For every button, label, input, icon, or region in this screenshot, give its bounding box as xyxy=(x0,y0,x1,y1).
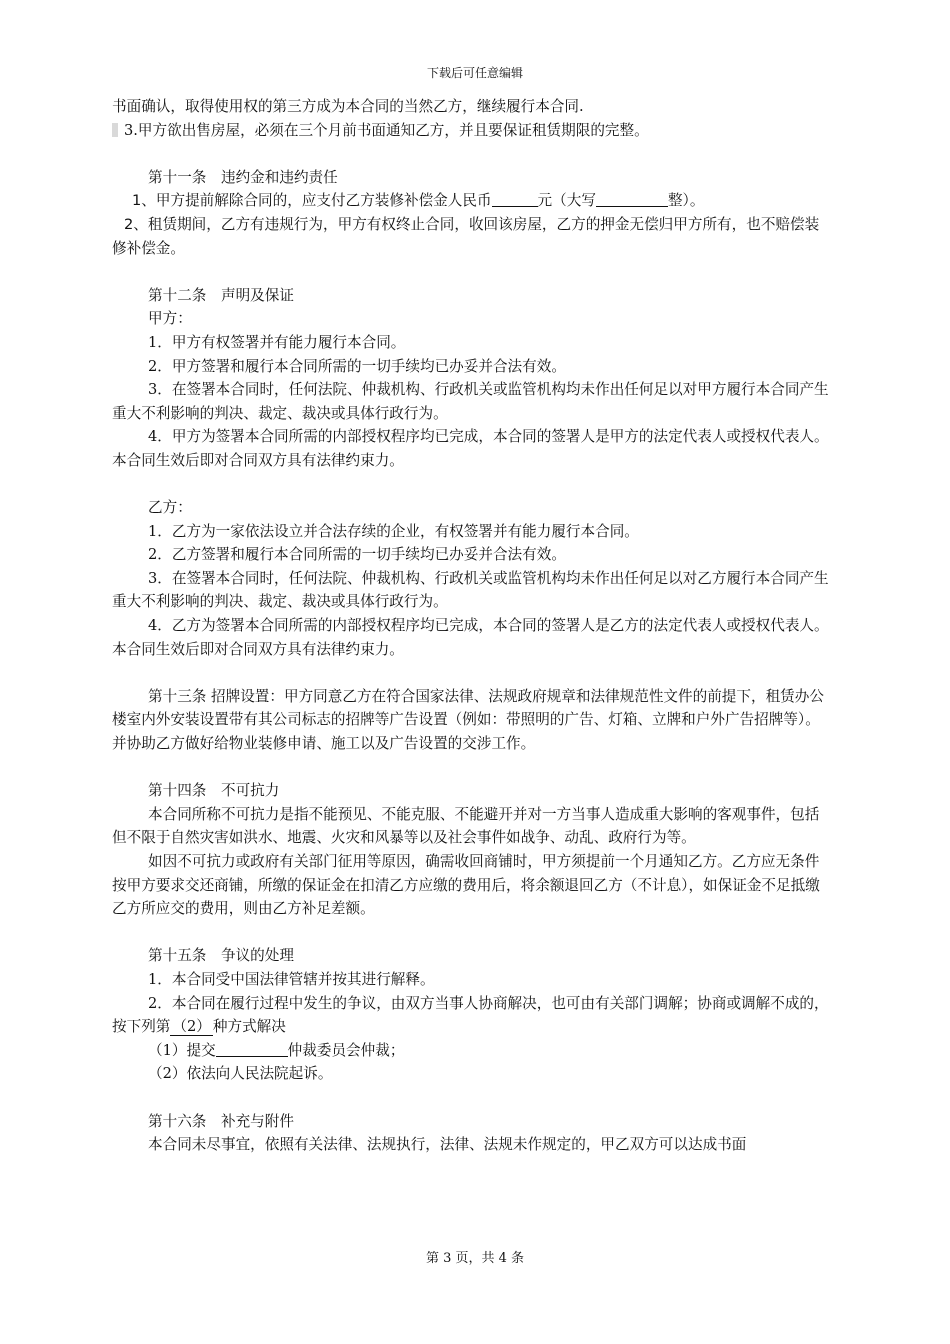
article-paragraph: 第十三条 招牌设置：甲方同意乙方在符合国家法律、法规政府规章和法律规范性文件的前提下，租赁办公楼室内外安装设置带有其公司标志的招牌等广告设置（例如：带照明的广告、灯箱、立牌和户外广告招牌等）。并协助乙方做好给物业装修申请、施工以及广告设置的交涉工作。 xyxy=(112,687,824,753)
paragraph: 3．在签署本合同时，任何法院、仲裁机构、行政机关或监管机构均未作出任何足以对甲方履行本合同产生重大不利影响的判决、裁定、裁决或具体行政行为。 xyxy=(112,381,829,422)
revision-bar xyxy=(112,123,118,137)
paragraph: 3.甲方欲出售房屋，必须在三个月前书面通知乙方，并且要保证租赁期限的完整。 xyxy=(112,119,832,143)
blank-field xyxy=(492,192,538,207)
article-title: 第十五条 争议的处理 xyxy=(148,947,294,965)
article-title: 第十四条 不可抗力 xyxy=(148,782,280,800)
document-body xyxy=(112,95,832,1157)
paragraph: 1、甲方提前解除合同的，应支付乙方装修补偿金人民币 元（大写 整）。 xyxy=(132,192,705,210)
article-title: 第十六条 补充与附件 xyxy=(148,1112,294,1130)
party-label: 甲方： xyxy=(148,310,192,328)
party-label: 乙方： xyxy=(148,499,192,517)
article-title: 第十二条 声明及保证 xyxy=(148,286,294,304)
blank-field xyxy=(596,192,668,207)
paragraph: 1．甲方有权签署并有能力履行本合同。 xyxy=(148,333,406,351)
page-header: 下载后可任意编辑 xyxy=(426,66,523,80)
paragraph: 2、租赁期间，乙方有违规行为，甲方有权终止合同，收回该房屋，乙方的押金无偿归甲方所有，也不赔偿装修补偿金。 xyxy=(112,215,820,257)
blank-field xyxy=(216,1042,288,1057)
paragraph: 2．甲方签署和履行本合同所需的一切手续均已办妥并合法有效。 xyxy=(148,357,566,375)
paragraph: 本合同所称不可抗力是指不能预见、不能克服、不能避开并对一方当事人造成重大影响的客观事件，包括但不限于自然灾害如洪水、地震、火灾和风暴等以及社会事件如战争、动乱、政府行为等。 xyxy=(112,805,820,847)
underlined-choice: （2） xyxy=(172,1018,211,1036)
option-item: （2）依法向人民法院起诉。 xyxy=(148,1065,333,1083)
paragraph: 1．乙方为一家依法设立并合法存续的企业，有权签署并有能力履行本合同。 xyxy=(148,522,639,540)
paragraph: 如因不可抗力或政府有关部门征用等原因，确需收回商铺时，甲方须提前一个月通知乙方。乙方应无条件按甲方要求交还商铺，所缴的保证金在扣清乙方应缴的费用后，将余额退回乙方（不计息），如保证金不足抵缴乙方所应交的费用，则由乙方补足差额。 xyxy=(112,853,820,918)
paragraph: 4．甲方为签署本合同所需的内部授权程序均已完成，本合同的签署人是甲方的法定代表人或授权代表人。本合同生效后即对合同双方具有法律约束力。 xyxy=(112,428,829,469)
paragraph: 1．本合同受中国法律管辖并按其进行解释。 xyxy=(148,970,435,988)
article-title: 第十一条 违约金和违约责任 xyxy=(148,168,338,186)
paragraph: 2．本合同在履行过程中发生的争议，由双方当事人协商解决，也可由有关部门调解；协商或调解不成的，按下列第 （2） 种方式解决 xyxy=(112,994,829,1036)
paragraph: 4．乙方为签署本合同所需的内部授权程序均已完成，本合同的签署人是乙方的法定代表人或授权代表人。本合同生效后即对合同双方具有法律约束力。 xyxy=(112,617,829,658)
paragraph: 书面确认，取得使用权的第三方成为本合同的当然乙方，继续履行本合同. xyxy=(112,98,584,115)
paragraph: 2．乙方签署和履行本合同所需的一切手续均已办妥并合法有效。 xyxy=(148,546,566,564)
page-footer: 第 3 页，共 4 条 xyxy=(425,1251,525,1266)
paragraph: 3．在签署本合同时，任何法院、仲裁机构、行政机关或监管机构均未作出任何足以对乙方履行本合同产生重大不利影响的判决、裁定、裁决或具体行政行为。 xyxy=(112,569,829,611)
option-item: （1）提交 仲裁委员会仲裁； xyxy=(148,1041,405,1059)
paragraph: 本合同未尽事宜，依照有关法律、法规执行，法律、法规未作规定的，甲乙双方可以达成书面 xyxy=(148,1136,747,1154)
